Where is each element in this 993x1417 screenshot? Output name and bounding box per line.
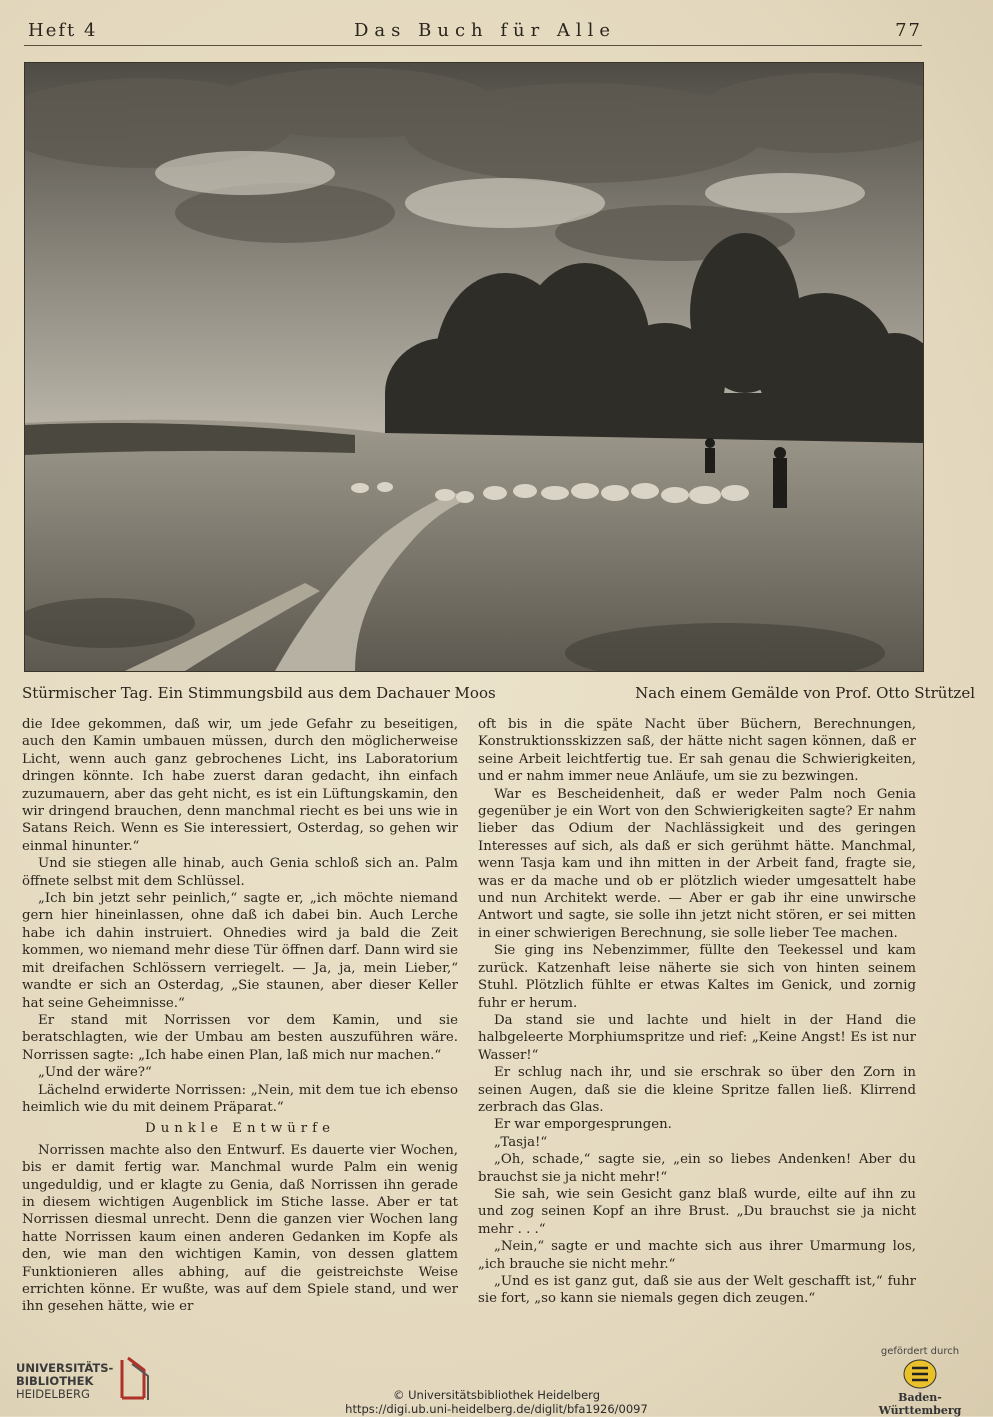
source-url[interactable]: https://digi.ub.uni-heidelberg.de/diglit/bfa1926/0097: [345, 1402, 648, 1416]
paragraph: Norrissen machte also den Entwurf. Es dauerte vier Wochen, bis er damit fertig war. Manchmal wurde Palm ein wenig ungeduldig, und er klagte zu Genia, daß Norrissen ihn gerade in diesem wichtigen Augenblick im Stiche lasse. Aber er tat Norrissen diesmal unrecht. Denn die ganzen vier Wochen lang hatte Norrissen kaum einen anderen Gedanken im Kopfe als den, wie man den wichtigen Kamin, von dessen glattem Funktionieren alles abhing, auf die geistreichste Weise errichten könne. Er wußte, was auf dem Spiele stand, und wer ihn gesehen hätte, wie er: [22, 1142, 458, 1315]
paragraph: „Oh, schade,“ sagte sie, „ein so liebes Andenken! Aber du brauchst sie ja nicht mehr!“: [478, 1152, 916, 1185]
issue-label: Heft 4: [28, 20, 98, 41]
coat-of-arms-icon: [903, 1359, 937, 1389]
section-heading: Dunkle Entwürfe: [145, 1121, 335, 1137]
library-name-line: HEIDELBERG: [16, 1387, 90, 1401]
running-header: [24, 18, 924, 48]
paragraph: die Idee gekommen, daß wir, um jede Gefahr zu beseitigen, auch den Kamin umbauen müssen, durch den möglicherweise Licht, wenn auch ganz gebrochenes Licht, ins Laboratorium dringen könnte. Ich habe zuerst daran gedacht, ihn einfach zuzumauern, aber das geht nicht, es ist ein Lüftungskamin, den wir dringend brauchen, denn manchmal riecht es bei uns wie in Satans Reich. Wenn es Sie interessiert, Osterdag, so gehen wir einmal hinunter.“: [22, 717, 458, 854]
paragraph: Er war emporgesprungen.: [494, 1117, 672, 1133]
text-column-left: [22, 716, 458, 1316]
page-number: 77: [895, 20, 922, 41]
funder-badge: [865, 1346, 975, 1417]
paragraph: „Nein,“ sagte er und machte sich aus ihrer Umarmung los, „ich brauche sie nicht mehr.“: [478, 1239, 916, 1272]
paragraph: Sie ging ins Nebenzimmer, füllte den Teekessel und kam zurück. Katzenhaft leise näherte sie sich von hinten seinem Stuhl. Plötzlich fühlte er etwas Kaltes im Genick, und zornig fuhr er herum.: [478, 943, 916, 1011]
paragraph: Er schlug nach ihr, und sie erschrak so über den Zorn in seinen Augen, daß sie die kleine Spritze fallen ließ. Klirrend zerbrach das Glas.: [478, 1065, 916, 1115]
funder-name: Baden-Württemberg: [878, 1391, 962, 1417]
caption-title: Stürmischer Tag. Ein Stimmungsbild aus dem Dachauer Moos: [22, 684, 496, 702]
paragraph: „Tasja!“: [494, 1134, 548, 1150]
paragraph: Sie sah, wie sein Gesicht ganz blaß wurde, eilte auf ihn zu und zog seinen Kopf an ihre Brust. „Du brauchst sie ja nicht mehr . . .“: [478, 1186, 916, 1237]
paragraph: Lächelnd erwiderte Norrissen: „Nein, mit dem tue ich ebenso heimlich wie du mit deinem Präparat.“: [22, 1082, 458, 1115]
footer-credits: [0, 1388, 993, 1416]
funded-by-label: gefördert durch: [880, 1346, 960, 1357]
caption-credit: Nach einem Gemälde von Prof. Otto Strützel: [635, 684, 975, 702]
text-column-right: [478, 716, 916, 1308]
paragraph: „Und es ist ganz gut, daß sie aus der Welt geschafft ist,“ fuhr sie fort, „so kann sie niemals gegen dich zeugen.“: [478, 1274, 916, 1307]
paragraph: „Ich bin jetzt sehr peinlich,“ sagte er, „ich möchte niemand gern hier hineinlassen, ohne daß ich dabei bin. Auch Lerche habe ich dahin instruiert. Ohnedies wird ja bald die Zeit kommen, wo niemand mehr diese Tür öffnen darf. Dann wird sie mit dreifachen Schlössern verriegelt. — Ja, ja, mein Lieber,“ wandte er sich an Osterdag, „Sie staunen, aber dieser Keller hat seine Geheimnisse.“: [22, 891, 458, 1011]
paragraph: „Und der wäre?“: [38, 1065, 152, 1081]
library-name-line: UNIVERSITÄTS-: [16, 1361, 114, 1375]
magazine-title: Das Buch für Alle: [354, 20, 617, 41]
painting-illustration: [24, 62, 924, 672]
copyright-text: © Universitätsbibliothek Heidelberg: [392, 1388, 600, 1402]
paragraph: Da stand sie und lachte und hielt in der Hand die halbgeleerte Morphiumspritze und rief: „Keine Angst! Es ist nur Wasser!“: [478, 1012, 916, 1063]
header-rule: [24, 45, 922, 46]
paragraph: Er stand mit Norrissen vor dem Kamin, und sie beratschlagten, wie der Umbau am besten auszuführen wäre. Norrissen sagte: „Ich habe einen Plan, laß mich nur machen.“: [22, 1012, 458, 1063]
paragraph: War es Bescheidenheit, daß er weder Palm noch Genia gegenüber je ein Wort von den Schwierigkeiten sagte? Er nahm lieber das Odium der Nachlässigkeit und des geringen Interesses auf sich, als daß er sich gerühmt hätte. Manchmal, wenn Tasja kam und ihn mitten in der Arbeit fand, fragte sie, was er da mache und ob er plötzlich wieder umgesattelt habe und nun Architekt werde. — Aber er gab ihr eine unwirsche Antwort und sagte, sie solle ihn jetzt nicht stören, er sei mitten in einer schwierigen Berechnung, sie solle lieber Tee machen.: [478, 786, 916, 941]
library-name-line: BIBLIOTHEK: [16, 1374, 94, 1388]
paragraph: oft bis in die späte Nacht über Büchern, Berechnungen, Konstruktionsskizzen saß, der hätte nicht sagen können, daß er seine Arbeit leichtfertig tue. Er sah genau die Schwierigkeiten, und er nahm immer neue Anläufe, um sie zu bezwingen.: [478, 717, 916, 785]
paragraph: Und sie stiegen alle hinab, auch Genia schloß sich an. Palm öffnete selbst mit dem Schlüssel.: [22, 856, 458, 889]
